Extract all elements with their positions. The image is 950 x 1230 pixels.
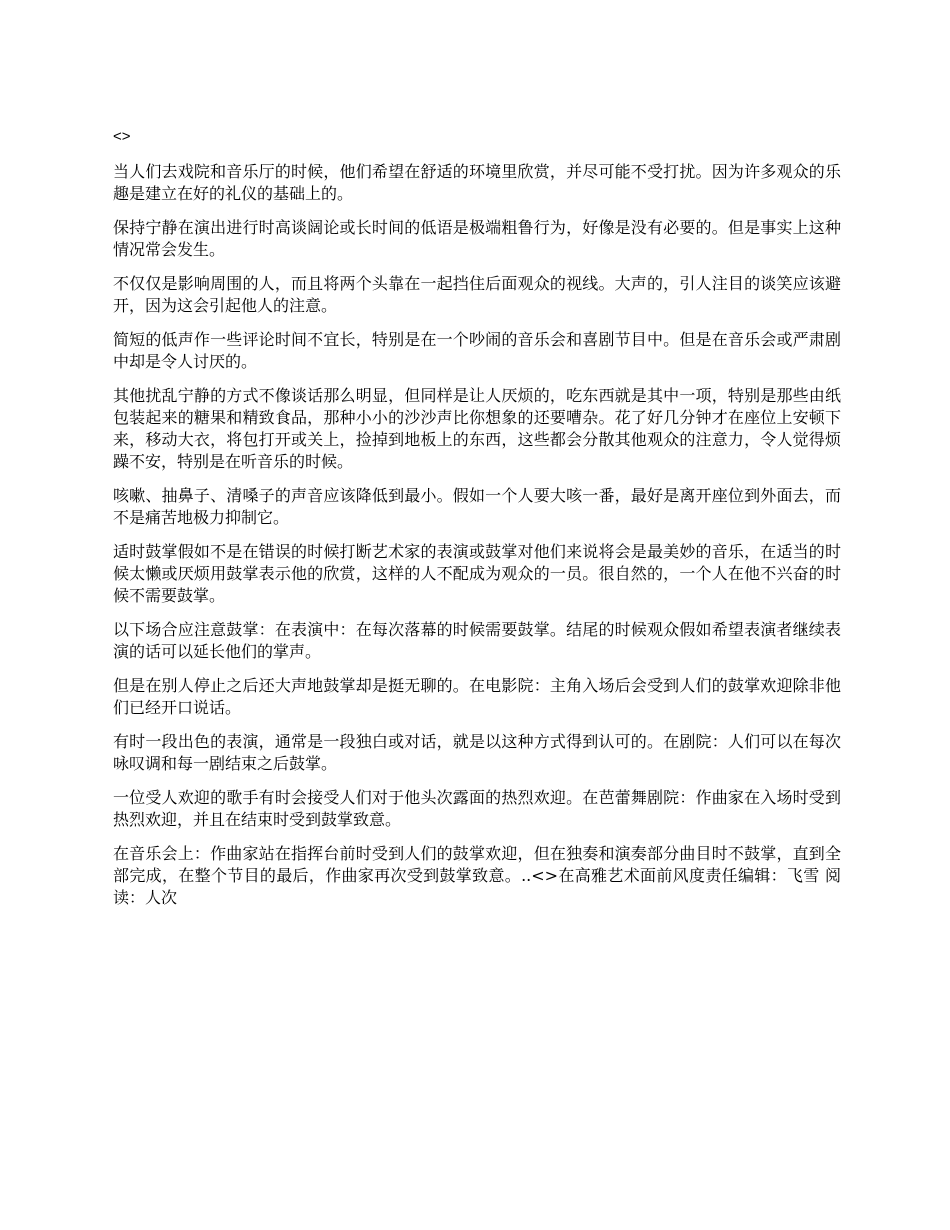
paragraph-12: 在音乐会上：作曲家站在指挥台前时受到人们的鼓掌欢迎，但在独奏和演奏部分曲目时不鼓掌，直到全部完成，在整个节目的最后，作曲家再次受到鼓掌致意。..<>在高雅艺术面前风度责任编辑：飞雪 阅读：人次 <box>113 844 841 907</box>
paragraph-1: 当人们去戏院和音乐厅的时候，他们希望在舒适的环境里欣赏，并尽可能不受打扰。因为许多观众的乐趣是建立在好的礼仪的基础上的。 <box>113 162 841 203</box>
paragraph-9: 但是在别人停止之后还大声地鼓掌却是挺无聊的。在电影院：主角入场后会受到人们的鼓掌欢迎除非他们已经开口说话。 <box>113 676 841 717</box>
paragraph-2: 保持宁静在演出进行时高谈阔论或长时间的低语是极端粗鲁行为，好像是没有必要的。但是事实上这种情况常会发生。 <box>113 218 841 259</box>
paragraph-4: 简短的低声作一些评论时间不宜长，特别是在一个吵闹的音乐会和喜剧节目中。但是在音乐会或严肃剧中却是令人讨厌的。 <box>113 330 841 371</box>
paragraph-6: 咳嗽、抽鼻子、清嗓子的声音应该降低到最小。假如一个人要大咳一番，最好是离开座位到外面去，而不是痛苦地极力抑制它。 <box>113 486 841 527</box>
paragraph-8: 以下场合应注意鼓掌：在表演中：在每次落幕的时候需要鼓掌。结尾的时候观众假如希望表演者继续表演的话可以延长他们的掌声。 <box>113 620 841 661</box>
document-page <box>113 126 841 921</box>
paragraph-3: 不仅仅是影响周围的人，而且将两个头靠在一起挡住后面观众的视线。大声的，引人注目的谈笑应该避开，因为这会引起他人的注意。 <box>113 274 841 315</box>
document-marker: <> <box>113 128 131 145</box>
paragraph-5: 其他扰乱宁静的方式不像谈话那么明显，但同样是让人厌烦的，吃东西就是其中一项，特别是那些由纸包装起来的糖果和精致食品，那种小小的沙沙声比你想象的还要嘈杂。花了好几分钟才在座位上安顿下来，移动大衣，将包打开或关上，捡掉到地板上的东西，这些都会分散其他观众的注意力，令人觉得烦躁不安，特别是在听音乐的时候。 <box>113 386 841 471</box>
paragraph-11: 一位受人欢迎的歌手有时会接受人们对于他头次露面的热烈欢迎。在芭蕾舞剧院：作曲家在入场时受到热烈欢迎，并且在结束时受到鼓掌致意。 <box>113 788 841 829</box>
paragraph-10: 有时一段出色的表演，通常是一段独白或对话，就是以这种方式得到认可的。在剧院：人们可以在每次咏叹调和每一剧结束之后鼓掌。 <box>113 732 841 773</box>
paragraph-7: 适时鼓掌假如不是在错误的时候打断艺术家的表演或鼓掌对他们来说将会是最美妙的音乐，在适当的时候太懒或厌烦用鼓掌表示他的欣赏，这样的人不配成为观众的一员。很自然的，一个人在他不兴奋的时候不需要鼓掌。 <box>113 542 841 605</box>
